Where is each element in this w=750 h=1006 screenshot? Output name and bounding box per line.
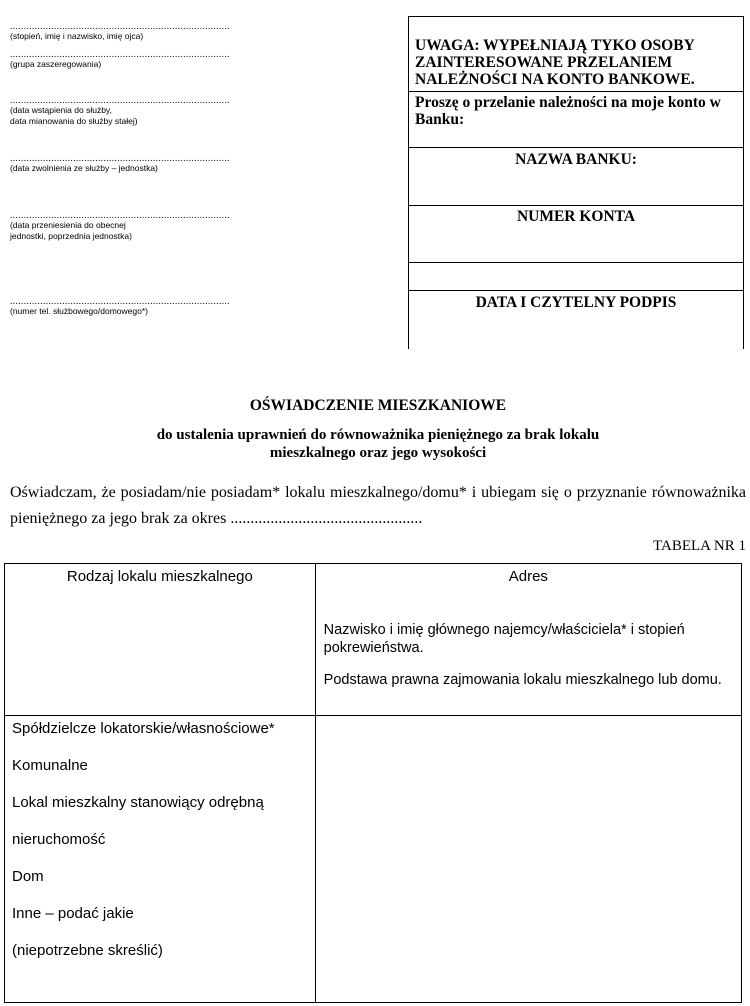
field-caption: (numer tel. służbowego/domowego*) <box>10 306 148 316</box>
account-number-label: NUMER KONTA <box>516 208 636 225</box>
housing-type-municipal: Komunalne <box>12 757 88 774</box>
page-subtitle-line2: mieszkalnego oraz jego wysokości <box>269 445 487 461</box>
signature-row[interactable] <box>409 291 743 349</box>
housing-type-separate-property: Lokal mieszkalny stanowiący odrębną <box>12 794 264 811</box>
field-caption: (data przeniesienia do obecnej jednostki, poprzednia jednostka) <box>10 220 132 241</box>
bank-warning-row <box>409 17 743 92</box>
fill-in-line: ................................................................................ <box>10 22 230 31</box>
housing-type-cooperative: Spółdzielcze lokatorskie/własnościowe* <box>12 720 275 737</box>
bank-request-text: Proszę o przelanie należności na moje konto w Banku: <box>415 94 721 128</box>
table-label: TABELA NR 1 <box>653 538 746 554</box>
page-subtitle-line1: do ustalenia uprawnień do równoważnika pieniężnego za brak lokalu <box>156 427 600 443</box>
field-service-dates <box>10 96 232 127</box>
strike-out-note: (niepotrzebne skreślić) <box>12 942 163 959</box>
fill-in-line: ................................................................................ <box>10 96 230 105</box>
field-transfer <box>10 211 232 242</box>
housing-type-other: Inne – podać jakie <box>12 905 134 922</box>
housing-type-separate-property-cont: nieruchomość <box>12 831 106 848</box>
column-header-type: Rodzaj lokalu mieszkalnego <box>66 568 253 585</box>
address-cell[interactable] <box>315 716 741 1003</box>
fill-in-line: ................................................................................ <box>10 211 230 220</box>
page-title: OŚWIADCZENIE MIESZKANIOWE <box>249 397 507 414</box>
bank-name-label: NAZWA BANKU: <box>515 151 637 168</box>
declaration-text: Oświadczam, że posiadam/nie posiadam* lokalu mieszkalnego/domu* i ubiegam się o przyznanie równoważnika pieniężnego za jego brak za okres ................................................ <box>10 484 746 527</box>
fill-in-line: ................................................................................ <box>10 154 230 163</box>
field-pay-group <box>10 50 232 70</box>
header-cell-address <box>315 564 741 716</box>
field-rank-name <box>10 22 232 42</box>
account-number-row[interactable] <box>409 206 743 263</box>
signature-label: DATA I CZYTELNY PODPIS <box>475 294 677 311</box>
address-note-tenant: Nazwisko i imię głównego najemcy/właściciela* i stopień pokrewieństwa. <box>323 622 685 656</box>
fill-in-line: ................................................................................ <box>10 297 230 306</box>
field-caption: (grupa zaszeregowania) <box>10 59 102 69</box>
bank-request-row <box>409 92 743 148</box>
housing-type-house: Dom <box>12 868 44 885</box>
bank-transfer-box <box>408 16 744 349</box>
column-header-address: Adres <box>508 568 548 585</box>
field-phone <box>10 297 232 317</box>
bank-name-row[interactable] <box>409 148 743 206</box>
address-note-legal-basis: Podstawa prawna zajmowania lokalu mieszkalnego lub domu. <box>323 672 722 688</box>
account-number-field[interactable] <box>409 263 743 291</box>
housing-table <box>4 563 742 1003</box>
fill-in-line: ................................................................................ <box>10 50 230 59</box>
field-caption: (stopień, imię i nazwisko, imię ojca) <box>10 31 144 41</box>
field-discharge <box>10 154 232 174</box>
housing-type-cell[interactable] <box>5 716 316 1003</box>
bank-warning-text: UWAGA: WYPEŁNIAJĄ TYKO OSOBY ZAINTERESOWANE PRZELANIEM NALEŻNOŚCI NA KONTO BANKOWE. <box>415 37 695 88</box>
field-caption: (data zwolnienia ze służby – jednostka) <box>10 163 158 173</box>
header-cell-type <box>5 564 316 716</box>
field-caption: (data wstąpienia do służby, data mianowania do służby stałej) <box>10 105 138 126</box>
